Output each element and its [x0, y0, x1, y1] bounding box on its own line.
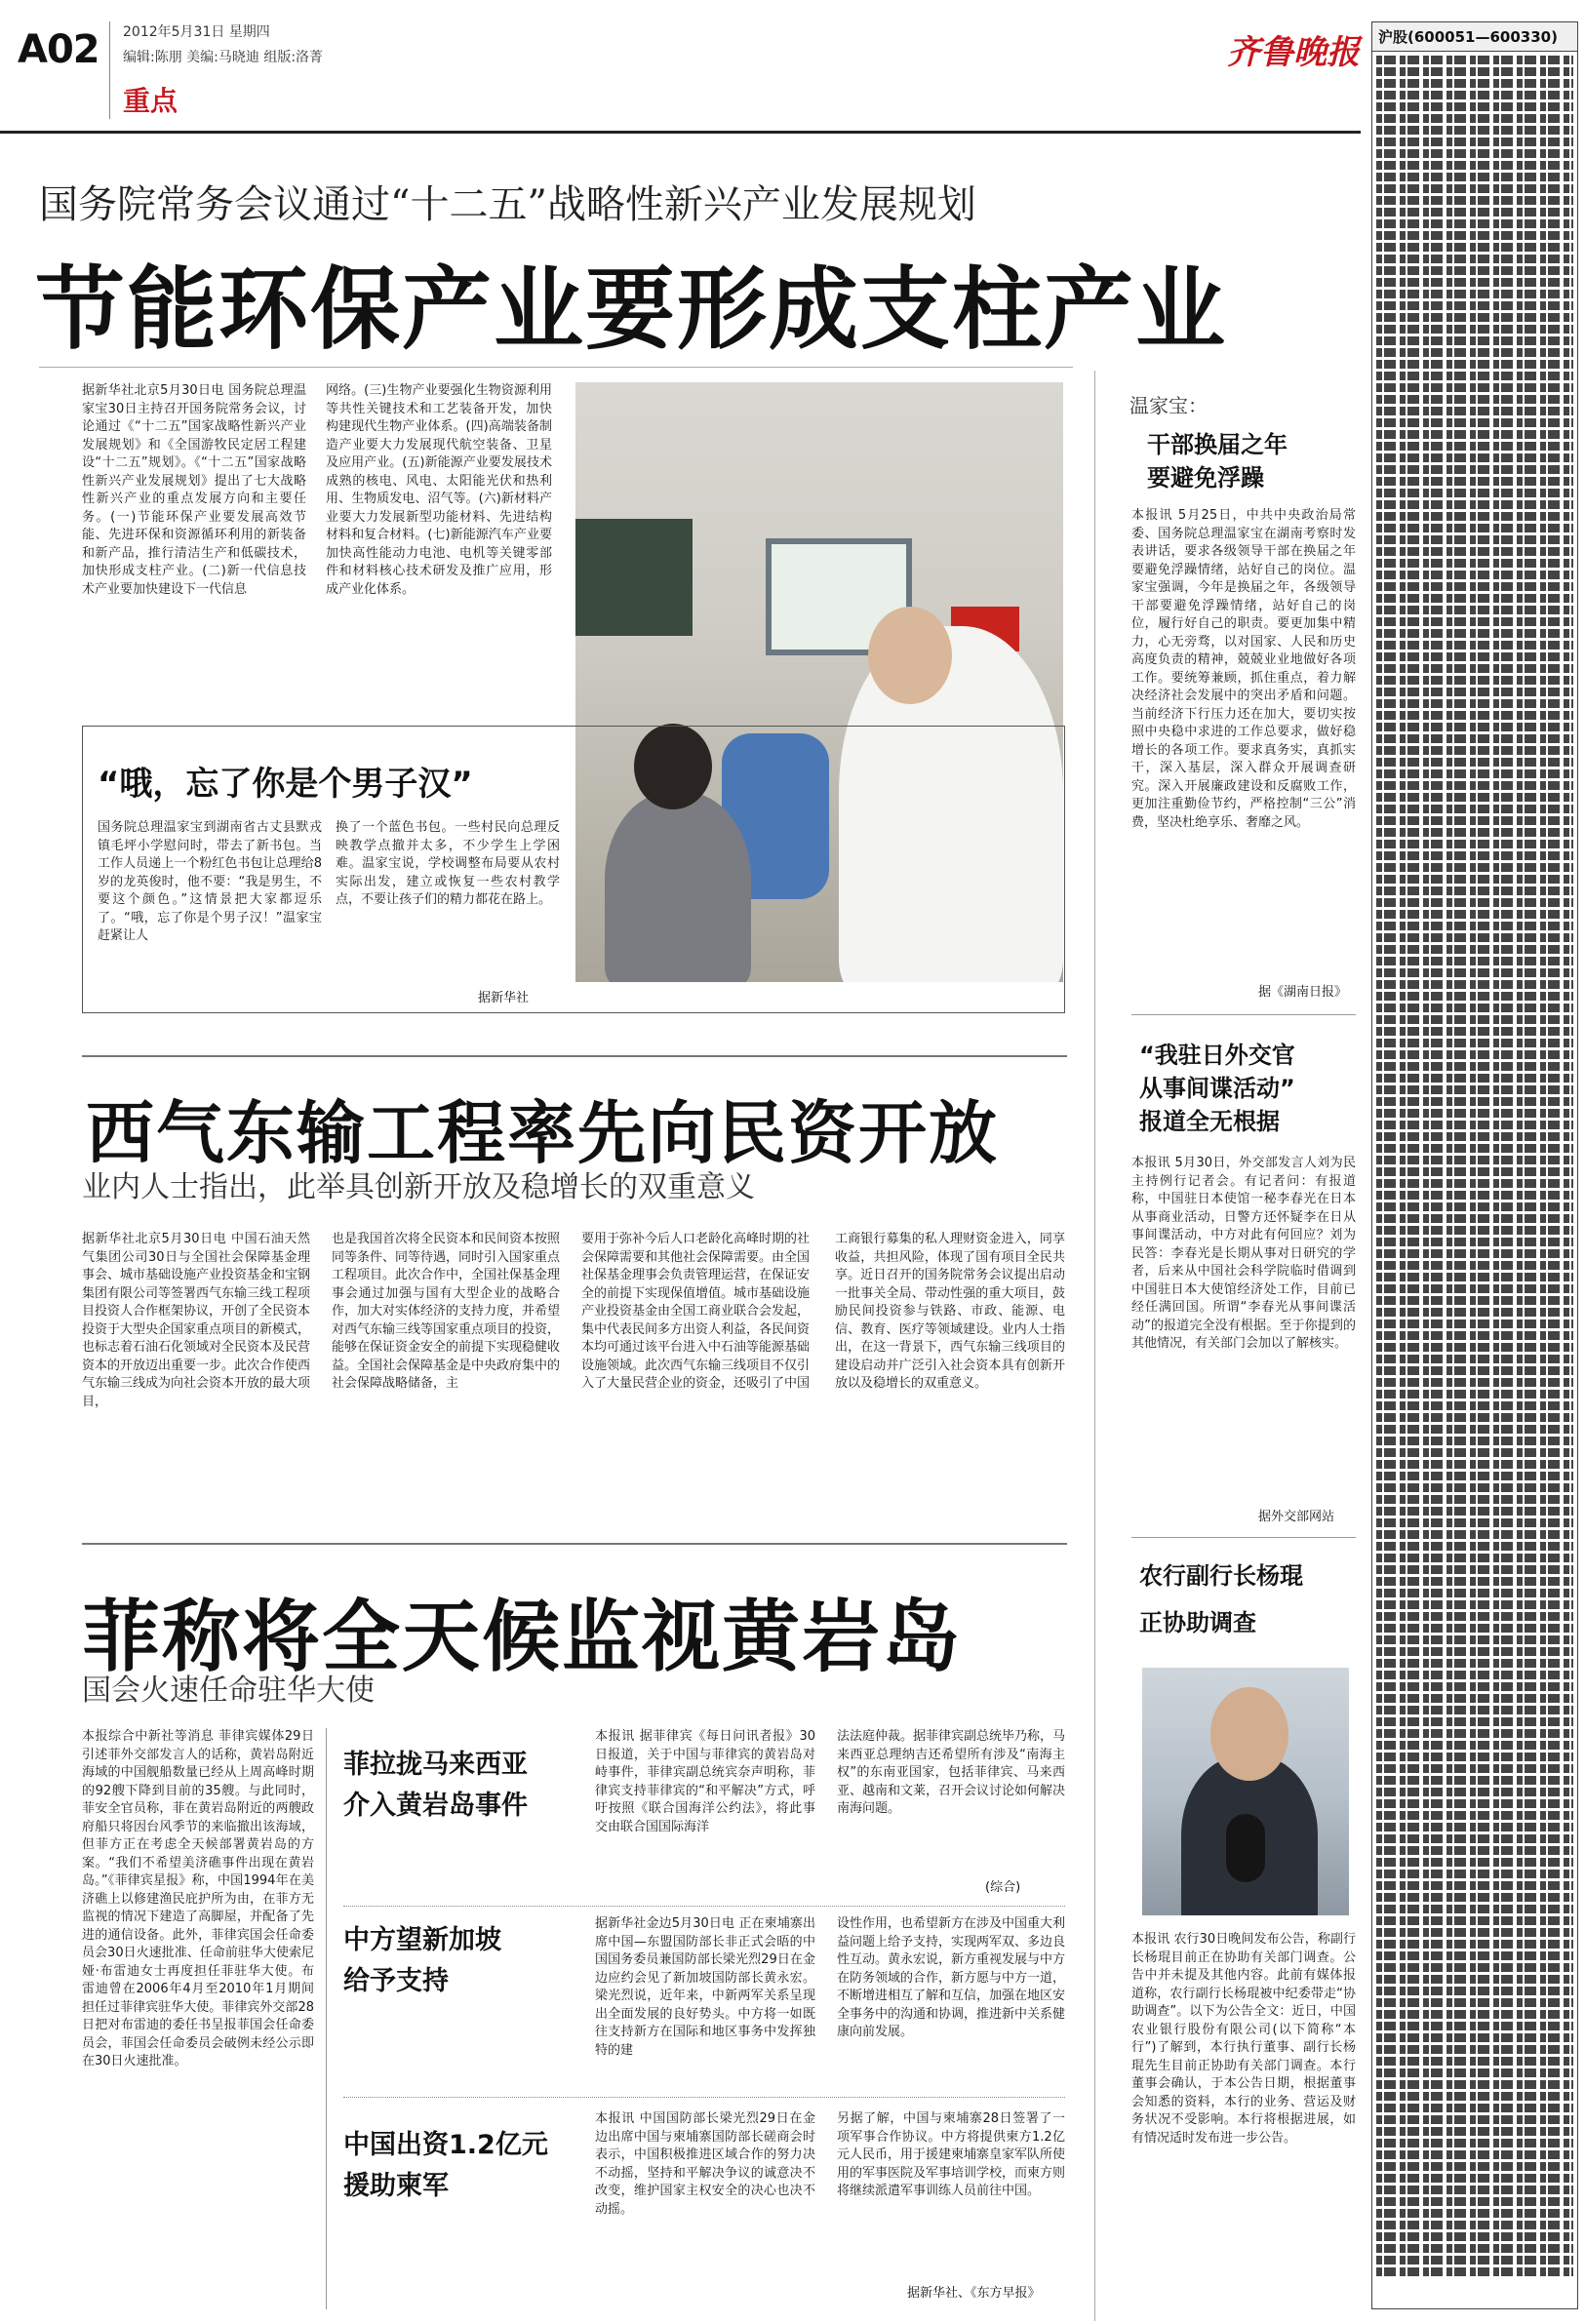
stock-listing-row	[1376, 1472, 1573, 1480]
stock-listing-row	[1376, 1214, 1573, 1223]
article1-column-2: 网络。(三)生物产业要强化生物资源利用等共性关键技术和工艺装备开发，加快构建现代生物产业体系。(四)高端装备制造产业要大力发展现代航空装备、卫星及应用产业。(五)新能源产业要发展技术成熟的核电、风电、太阳能光伏和热利用、生物质发电、沼气等。(六)新材料产业要大力发展新型功能材料、先进结构材料和复合材料。(七)新能源汽车产业要加快高性能动力电池、电机等关键零部件和材料核心技术研发及推广应用，形成产业化体系。	[326, 383, 552, 597]
stock-listing-row	[1376, 1518, 1573, 1527]
stock-listing-row	[1376, 465, 1573, 474]
stock-listing-row	[1376, 1308, 1573, 1317]
stock-listing-row	[1376, 161, 1573, 170]
stock-listing-row	[1376, 149, 1573, 158]
stock-listing-row	[1376, 1542, 1573, 1551]
portrait-microphone	[1226, 1814, 1265, 1882]
sidebar1-kicker: 温家宝：	[1129, 394, 1208, 417]
stock-listing-row	[1376, 746, 1573, 755]
stock-listing-row	[1376, 1495, 1573, 1504]
header-divider	[109, 21, 110, 119]
stock-listing-row	[1376, 734, 1573, 743]
stock-listing-row	[1376, 1671, 1573, 1679]
stock-listing-row	[1376, 418, 1573, 427]
stock-listing-row	[1376, 453, 1573, 462]
stock-listing-row	[1376, 1483, 1573, 1492]
stock-listing-row	[1376, 56, 1573, 64]
sidebar1-body: 本报讯 5月25日，中共中央政治局常委、国务院总理温家宝在湖南考察时发表讲话，要求各级领导干部在换届之年要避免浮躁情绪，站好自己的岗位。温家宝强调，今年是换届之年，各级领导干部要避免浮躁情绪，站好自己的岗位，履行好自己的职责。要更加集中精力，心无旁骛，以对国家、人民和历史高度负责的精神，兢兢业业地做好各项工作。要统筹兼顾，抓住重点，着力解决经济社会发展中的突出矛盾和问题。当前经济下行压力还在加大，要切实按照中央稳中求进的工作总要求，做好稳增长的各项工作。要求真务实，真抓实干，深入基层，深入群众开展调查研究。深入开展廉政建设和反腐败工作，更加注重勤俭节约，严格控制“三公”消费，坚决杜绝享乐、奢靡之风。	[1131, 508, 1356, 830]
stock-listing-row	[1376, 477, 1573, 486]
stock-listing-row	[1376, 652, 1573, 661]
stock-listing-row	[1376, 1834, 1573, 1843]
stock-listing-row	[1376, 1085, 1573, 1094]
substory3-title-line2: 援助柬军	[343, 2171, 449, 2201]
stock-listing-row	[1376, 91, 1573, 99]
stock-listing-row	[1376, 383, 1573, 392]
stock-listing-row	[1376, 1530, 1573, 1539]
substory3-credit: 据新华社、《东方早报》	[907, 2286, 1041, 2301]
stock-listing-row	[1376, 1062, 1573, 1071]
stock-listing-row	[1376, 500, 1573, 509]
stock-listing-row	[1376, 102, 1573, 111]
article1-column-1: 据新华社北京5月30日电 国务院总理温家宝30日主持召开国务院常务会议，讨论通过《“十二五”国家战略性新兴产业发展规划》和《全国游牧民定居工程建设“十二五”规划》。《“十二五”国家战略性新兴产业发展规划》提出了七大战略性新兴产业的重点发展方向和主要任务。(一)节能环保产业要发展高效节能、先进环保和资源循环利用的新装备和新产品，推行清洁生产和低碳技术，加快形成支柱产业。(二)新一代信息技术产业要加快建设下一代信息	[82, 383, 306, 597]
stock-listing-row	[1376, 1144, 1573, 1153]
substory-rule-2	[343, 2097, 1065, 2098]
stock-listing-row	[1376, 1331, 1573, 1340]
stock-listing-row	[1376, 1249, 1573, 1258]
stock-listing-row	[1376, 196, 1573, 205]
sidebar-rule-2	[1131, 1537, 1356, 1538]
stock-listing-row	[1376, 184, 1573, 193]
stock-listing-row	[1376, 980, 1573, 989]
portrait-face	[1210, 1687, 1288, 1781]
article1-kicker: 国务院常务会议通过“十二五”战略性新兴产业发展规划	[39, 182, 976, 227]
stock-listing-row	[1376, 1987, 1573, 1995]
headline-rule	[39, 367, 1073, 368]
stock-listing-row	[1376, 559, 1573, 568]
box-story-column-2: 换了一个蓝色书包。一些村民向总理反映教学点撤并太多，不少学生上学困难。温家宝说，学校调整布局要从农村实际出发，建立或恢复一些农村教学点，不要让孩子们的精力都花在路上。	[336, 820, 560, 907]
stock-listing-row	[1376, 863, 1573, 872]
stock-listing-row	[1376, 489, 1573, 497]
stock-listing-row	[1376, 372, 1573, 380]
substory-rule-1	[343, 1906, 1065, 1907]
stock-listing-row	[1376, 1179, 1573, 1188]
sidebar2-credit: 据外交部网站	[1258, 1510, 1335, 1524]
stock-listing-row	[1376, 1343, 1573, 1352]
stock-listing-row	[1376, 1951, 1573, 1960]
substory3-body-2: 另据了解，中国与柬埔寨28日签署了一项军事合作协议。中方将提供柬方1.2亿元人民币，用于援建柬埔寨皇家军队所使用的军事医院及军事培训学校，而柬方则将继续派遣军事训练人员前往中国。	[837, 2111, 1065, 2198]
stock-listing-row	[1376, 664, 1573, 673]
stock-listing-row	[1376, 1975, 1573, 1984]
article3-column-divider	[326, 1728, 327, 2309]
stock-listing-row	[1376, 547, 1573, 556]
stock-listing-row	[1376, 933, 1573, 942]
sidebar3-body: 本报讯 农行30日晚间发布公告，称副行长杨琨目前正在协助有关部门调查。公告中并未提及其他内容。此前有媒体报道称，农行副行长杨琨被中纪委带走“协助调查”。以下为公告全文：近日，中国农业银行股份有限公司(以下简称“本行”)了解到，本行执行董事、副行长杨琨先生目前正协助有关部门调查。本行董事会确认，于本公告日期，根据董事会知悉的资料，本行的业务、营运及财务状况不受影响。本行将根据进展，如有情况适时发布进一步公告。	[1131, 1932, 1356, 2146]
substory1-body-1: 本报讯 据菲律宾《每日问讯者报》30日报道，关于中国与菲律宾的黄岩岛对峙事件，菲律宾副总统宾奈声明称，菲律宾支持菲律宾的“和平解决”方式，呼吁按照《联合国海洋公约法》，将此事交由联合国国际海洋	[595, 1729, 815, 1834]
sidebar3-title-line1: 农行副行长杨琨	[1139, 1562, 1303, 1590]
stock-listing-row	[1376, 2162, 1573, 2171]
box-story-column-1: 国务院总理温家宝到湖南省古丈县默戎镇毛坪小学慰问时，带去了新书包。当工作人员递上一个粉红色书包让总理给8岁的龙英俊时，他不要：“我是男生，不要这个颜色。”这情景把大家都逗乐了。“哦，忘了你是个男子汉！”温家宝赶紧让人	[98, 820, 322, 943]
stock-listing-row	[1376, 851, 1573, 860]
stock-listing-row	[1376, 2186, 1573, 2194]
stock-listing-row	[1376, 1121, 1573, 1129]
stock-listing-row	[1376, 1296, 1573, 1305]
stock-listing-row	[1376, 688, 1573, 696]
stock-listing-row	[1376, 1238, 1573, 1246]
stock-listing-row	[1376, 325, 1573, 334]
stock-listing-row	[1376, 348, 1573, 357]
stock-listing-row	[1376, 1132, 1573, 1141]
stock-listing-row	[1376, 2232, 1573, 2241]
stock-listing-row	[1376, 1905, 1573, 1913]
stock-listing-row	[1376, 266, 1573, 275]
article2-column-3: 要用于弥补今后人口老龄化高峰时期的社会保障需要和其他社会保障需要。由全国社保基金理事会负责管理运营，在保证安全的前提下实现保值增值。城市基础设施产业投资基金由全国工商业联合会发起，集中代表民间多方出资人利益，各民间资本均可通过该平台进入中石油等能源基础设施领域。此次西气东输三线项目不仅引入了大量民营企业的资金，还吸引了中国	[581, 1232, 810, 1391]
stock-listing-row	[1376, 816, 1573, 825]
section-rule-1	[82, 1055, 1067, 1057]
stock-listing-row	[1376, 1460, 1573, 1469]
stock-listing-row	[1376, 711, 1573, 720]
sidebar2-title-line2: 从事间谍活动”	[1139, 1075, 1295, 1102]
stock-listing-row	[1376, 2068, 1573, 2077]
stock-listing-row	[1376, 1624, 1573, 1633]
stock-listing-row	[1376, 1413, 1573, 1422]
stock-listing-row	[1376, 2080, 1573, 2089]
stock-listing-row	[1376, 442, 1573, 451]
stock-listing-row	[1376, 336, 1573, 345]
sidebar3-title-line2: 正协助调查	[1139, 1609, 1256, 1636]
stock-listing-row	[1376, 2244, 1573, 2253]
stock-listing-row	[1376, 1191, 1573, 1200]
header-rule	[0, 131, 1361, 134]
stock-listing-row	[1376, 301, 1573, 310]
article2-column-1: 据新华社北京5月30日电 中国石油天然气集团公司30日与全国社会保障基金理事会、城市基础设施产业投资基金和宝钢集团有限公司等签署西气东输三线工程项目投资人合作框架协议，开创了全民资本投资于大型央企国家重点项目的新模式，也标志着石油石化领域对全民资本及民营资本的开放迈出重要一步。此次合作使西气东输三线成为向社会资本开放的最大项目，	[82, 1232, 310, 1409]
substory1-credit: (综合)	[985, 1880, 1021, 1895]
stock-listing-row	[1376, 1788, 1573, 1796]
stock-listing-row	[1376, 1390, 1573, 1398]
stock-listing-row	[1376, 2104, 1573, 2112]
article3-headline: 菲称将全天候监视黄岩岛	[82, 1592, 962, 1682]
stock-listing-row	[1376, 79, 1573, 88]
sidebar1-title-line1: 干部换届之年	[1147, 431, 1288, 458]
stock-listing-row	[1376, 992, 1573, 1001]
stock-listing-row	[1376, 2267, 1573, 2276]
stock-listing-row	[1376, 1881, 1573, 1890]
photo-blackboard	[575, 519, 693, 636]
stock-listing-row	[1376, 1004, 1573, 1012]
stock-listing-row	[1376, 126, 1573, 135]
stock-listing-row	[1376, 1612, 1573, 1621]
executive-portrait-photo	[1142, 1668, 1349, 1915]
stock-listing-row	[1376, 1507, 1573, 1516]
stock-listing-row	[1376, 910, 1573, 919]
stock-listing-row	[1376, 208, 1573, 217]
stock-listing-row	[1376, 278, 1573, 287]
stock-listing-row	[1376, 606, 1573, 614]
article2-column-2: 也是我国首次将全民资本和民间资本按照同等条件、同等待遇，同时引入国家重点工程项目。此次合作中，全国社保基金理事会通过加强与国有大型企业的战略合作，加大对实体经济的支持力度，并希望对西气东输三线等国家重点项目的投资，能够在保证资金安全的前提下实现稳健收益。全国社会保障基金是中央政府集中的社会保障战略储备，主	[332, 1232, 560, 1391]
stock-listing-row	[1376, 1940, 1573, 1949]
stock-listing-row	[1376, 699, 1573, 708]
stock-listing-row	[1376, 641, 1573, 650]
stock-listing-row	[1376, 1893, 1573, 1902]
issue-date: 2012年5月31日 星期四	[123, 24, 270, 40]
editors-credit: 编辑:陈朋 美编:马晓迪 组版:洛菁	[123, 50, 324, 65]
stock-listing-row	[1376, 1027, 1573, 1036]
stock-listing-row	[1376, 2221, 1573, 2229]
stock-listing-row	[1376, 2045, 1573, 2054]
stock-listing-row	[1376, 676, 1573, 685]
stock-listing-row	[1376, 1764, 1573, 1773]
stock-listing-row	[1376, 1577, 1573, 1586]
stock-listing-row	[1376, 1717, 1573, 1726]
stock-listing-row	[1376, 1074, 1573, 1083]
stock-listing-row	[1376, 758, 1573, 767]
stock-listing-row	[1376, 255, 1573, 263]
stock-listing-row	[1376, 1273, 1573, 1281]
stock-listing-row	[1376, 805, 1573, 813]
page-number: A02	[18, 27, 99, 72]
stock-listing-row	[1376, 594, 1573, 603]
stock-listing-row	[1376, 617, 1573, 626]
photo-adult-head	[868, 607, 952, 704]
stock-listing-row	[1376, 1015, 1573, 1024]
stock-listing-row	[1376, 2127, 1573, 2136]
stock-listing-row	[1376, 840, 1573, 848]
stock-listing-row	[1376, 1846, 1573, 1855]
stock-listing-row	[1376, 1635, 1573, 1644]
stock-listing-row	[1376, 1870, 1573, 1878]
stock-listing-row	[1376, 582, 1573, 591]
stock-listing-row	[1376, 1706, 1573, 1714]
stock-listing-row	[1376, 1320, 1573, 1328]
stock-listing-row	[1376, 875, 1573, 884]
stock-listing-row	[1376, 2197, 1573, 2206]
stock-listing-row	[1376, 395, 1573, 404]
sidebar-divider	[1094, 371, 1095, 2321]
sidebar2-title-line1: “我驻日外交官	[1139, 1042, 1295, 1069]
stock-listing-row	[1376, 1039, 1573, 1047]
stock-listing-row	[1376, 1659, 1573, 1668]
stock-listing-row	[1376, 1600, 1573, 1609]
stock-listing-row	[1376, 512, 1573, 521]
article2-subheadline: 业内人士指出，此举具创新开放及稳增长的双重意义	[82, 1170, 755, 1204]
stock-listing-row	[1376, 1963, 1573, 1972]
substory2-body-2: 设性作用，也希望新方在涉及中国重大利益问题上给予支持，实现两军双、多边良性互动。黄永宏说，新方重视发展与中方在防务领域的合作，新方愿与中方一道，不断增进相互了解和互信，加强在地区安全事务中的沟通和协调，推进新中关系健康向前发展。	[837, 1916, 1065, 2039]
stock-listing-row	[1376, 1565, 1573, 1574]
article2-column-4: 工商银行募集的私人理财资金进入，同享收益，共担风险，体现了国有项目全民共享。近日召开的国务院常务会议提出启动一批事关全局、带动性强的重大项目，鼓励民间投资参与铁路、市政、能源、电信、教育、医疗等领域建设。业内人士指出，在这一背景下，西气东输三线项目的建设启动并广泛引入社会资本具有创新开放以及稳增长的双重意义。	[835, 1232, 1065, 1391]
stock-listing-row	[1376, 290, 1573, 298]
stock-listing-row	[1376, 2033, 1573, 2042]
stock-listing-row	[1376, 1226, 1573, 1235]
stock-listing-row	[1376, 2010, 1573, 2019]
stock-listing-row	[1376, 1401, 1573, 1410]
stock-listing-row	[1376, 173, 1573, 181]
stock-listing-row	[1376, 1366, 1573, 1375]
stock-listing-row	[1376, 1928, 1573, 1937]
substory1-title-line1: 菲拉拢马来西亚	[343, 1750, 528, 1780]
substory3-body-1: 本报讯 中国国防部长梁光烈29日在金边出席中国与柬埔寨国防部长磋商会时表示，中国积极推进区域合作的努力决不动摇，坚持和平解决争议的诚意决不改变，维护国家主权安全的决心也决不动摇。	[595, 2111, 815, 2217]
stock-listing-row	[1376, 1647, 1573, 1656]
stock-listing-row	[1376, 898, 1573, 907]
stock-listing-row	[1376, 1448, 1573, 1457]
stock-listing-rows	[1376, 56, 1573, 2304]
sidebar1-credit: 据《湖南日报》	[1258, 985, 1348, 1000]
stock-listing-row	[1376, 945, 1573, 954]
stock-listing-row	[1376, 1811, 1573, 1820]
stock-listing-row	[1376, 1202, 1573, 1211]
stock-listing-row	[1376, 1437, 1573, 1445]
stock-listing-row	[1376, 360, 1573, 369]
stock-listing-row	[1376, 1097, 1573, 1106]
stock-listing-row	[1376, 769, 1573, 778]
stock-listing-row	[1376, 313, 1573, 322]
article3-main-column: 本报综合中新社等消息 菲律宾媒体29日引述菲外交部发言人的话称，黄岩岛附近海域的中国舰船数量已经从上周高峰时期的92艘下降到目前的35艘。与此同时，菲安全官员称，菲在黄岩岛附近的两艘政府船只将因台风季节的来临撤出该海域，但菲方正在考虑全天候部署黄岩岛的方案。“我们不希望美济礁事件出现在黄岩岛。”《菲律宾星报》称，中国1994年在美济礁上以修建渔民庇护所为由，在菲方无监视的情况下建造了高脚屋，并配备了先进的通信设备。此外，菲律宾国会任命委员会30日火速批准、任命前驻华大使索尼娅·布雷迪女士再度担任菲驻华大使。布雷迪曾在2006年4月至2010年1月期间担任过菲律宾驻华大使。菲律宾外交部28日把对布雷迪的委任书呈报菲国会任命委员会，菲国会任命委员会破例未经公示即在30日火速批准。	[82, 1729, 314, 2068]
stock-listing-row	[1376, 957, 1573, 965]
stock-listing-row	[1376, 1589, 1573, 1597]
stock-listing-row	[1376, 2057, 1573, 2066]
stock-listing-row	[1376, 1050, 1573, 1059]
article1-headline: 节能环保产业要形成支柱产业	[35, 257, 1228, 362]
stock-listing-row	[1376, 793, 1573, 802]
section-rule-2	[82, 1543, 1067, 1545]
stock-listing-row	[1376, 1425, 1573, 1434]
article3-subheadline: 国会火速任命驻华大使	[82, 1674, 375, 1708]
stock-listing-row	[1376, 2150, 1573, 2159]
stock-listing-row	[1376, 968, 1573, 977]
stock-listing-row	[1376, 1694, 1573, 1703]
stock-listing-column	[1371, 21, 1578, 2309]
newspaper-logo: 齐鲁晚报	[1227, 33, 1360, 72]
stock-listing-row	[1376, 1284, 1573, 1293]
stock-listing-row	[1376, 1355, 1573, 1363]
stock-listing-row	[1376, 1998, 1573, 2007]
stock-listing-row	[1376, 407, 1573, 415]
sidebar2-body: 本报讯 5月30日，外交部发言人刘为民主持例行记者会。有记者问：有报道称，中国驻日本使馆一秘李春光在日本从事商业活动，日警方还怀疑李在日从事间谍活动，中方对此有何回应？刘为民答：李春光是长期从事对日研究的学者，后来从中国社会科学院临时借调到中国驻日本大使馆经济处工作，目前已经任满回国。所谓“李春光从事间谍活动”的报道完全没有根据。至于你提到的其他情况，有关部门会加以了解核实。	[1131, 1156, 1356, 1351]
article2-headline: 西气东输工程率先向民资开放	[86, 1093, 999, 1173]
stock-listing-row	[1376, 922, 1573, 930]
section-label: 重点	[123, 85, 178, 117]
stock-listing-row	[1376, 535, 1573, 544]
stock-listing-row	[1376, 1858, 1573, 1867]
stock-listing-row	[1376, 114, 1573, 123]
sidebar2-title-line3: 报道全无根据	[1139, 1108, 1280, 1135]
stock-listing-row	[1376, 1156, 1573, 1164]
stock-listing-row	[1376, 1799, 1573, 1808]
stock-listing-row	[1376, 886, 1573, 895]
stock-listing-row	[1376, 2256, 1573, 2265]
stock-listing-row	[1376, 1753, 1573, 1761]
stock-listing-row	[1376, 219, 1573, 228]
box-story-title: “哦，忘了你是个男子汉”	[98, 765, 473, 804]
stock-listing-row	[1376, 1916, 1573, 1925]
stock-listing-row	[1376, 430, 1573, 439]
substory2-title-line1: 中方望新加坡	[343, 1925, 501, 1955]
stock-listing-row	[1376, 1167, 1573, 1176]
stock-listing-row	[1376, 571, 1573, 579]
stock-listing-row	[1376, 231, 1573, 240]
stock-listing-row	[1376, 1682, 1573, 1691]
stock-listing-title: 沪股(600051—600330)	[1372, 22, 1577, 52]
box-story-credit: 据新华社	[478, 991, 530, 1005]
substory1-title-line2: 介入黄岩岛事件	[343, 1791, 528, 1821]
substory3-title-line1: 中国出资1.2亿元	[343, 2130, 548, 2160]
stock-listing-row	[1376, 1261, 1573, 1270]
stock-listing-row	[1376, 2209, 1573, 2218]
stock-listing-row	[1376, 524, 1573, 532]
stock-listing-row	[1376, 723, 1573, 731]
substory2-title-line2: 给予支持	[343, 1966, 449, 1996]
stock-listing-row	[1376, 2139, 1573, 2147]
stock-listing-row	[1376, 1109, 1573, 1118]
sidebar-rule-1	[1131, 1014, 1356, 1015]
stock-listing-row	[1376, 1776, 1573, 1785]
stock-listing-row	[1376, 2022, 1573, 2030]
substory2-body-1: 据新华社金边5月30日电 正在柬埔寨出席中国—东盟国防部长非正式会晤的中国国务委员兼国防部长梁光烈29日在金边应约会见了新加坡国防部长黄永宏。梁光烈说，近年来，中新两军关系呈现出全面发展的良好势头。中方将一如既往支持新方在国际和地区事务中发挥独特的建	[595, 1916, 815, 2058]
stock-listing-row	[1376, 67, 1573, 76]
stock-listing-row	[1376, 2174, 1573, 2183]
stock-listing-row	[1376, 243, 1573, 252]
stock-listing-row	[1376, 138, 1573, 146]
stock-listing-row	[1376, 1554, 1573, 1562]
stock-listing-row	[1376, 2092, 1573, 2101]
stock-listing-row	[1376, 2115, 1573, 2124]
sidebar1-title-line2: 要避免浮躁	[1147, 464, 1264, 492]
substory1-body-2: 法法庭仲裁。据菲律宾副总统毕乃称，马来西亚总理纳吉还希望所有涉及“南海主权”的东南亚国家，包括菲律宾、马来西亚、越南和文莱，召开会议讨论如何解决南海问题。	[837, 1729, 1065, 1816]
stock-listing-row	[1376, 629, 1573, 638]
stock-listing-row	[1376, 1741, 1573, 1750]
stock-listing-row	[1376, 781, 1573, 790]
stock-listing-row	[1376, 1378, 1573, 1387]
stock-listing-row	[1376, 1729, 1573, 1738]
stock-listing-row	[1376, 1823, 1573, 1832]
stock-listing-row	[1376, 828, 1573, 837]
